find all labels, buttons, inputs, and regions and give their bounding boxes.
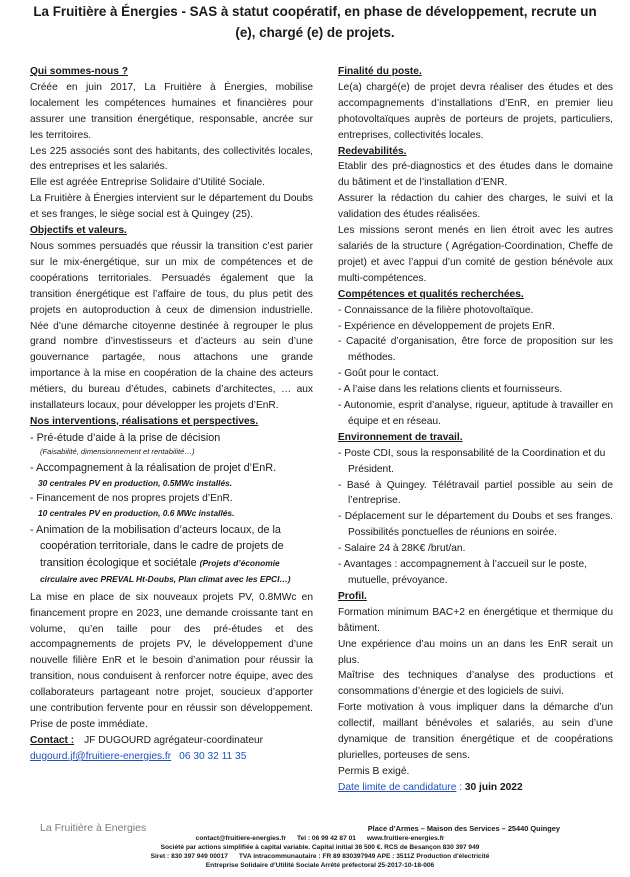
- deadline-label: Date limite de candidature: [338, 781, 457, 793]
- who-heading: Qui sommes-nous ?: [30, 66, 128, 77]
- values-heading: Objectifs et valeurs.: [30, 225, 127, 237]
- intervention-item-1-detail: (Faisabilité, dimensionnement et rentabilité…): [40, 447, 195, 457]
- footer-address: Place d’Armes – Maison des Services – 25440 Quingey: [367, 824, 560, 833]
- deadline-value: 30 juin 2022: [464, 781, 523, 793]
- contact-details: [30, 749, 313, 765]
- contact-email-link[interactable]: dugourd.jf@fruitiere-energies.fr: [30, 750, 172, 762]
- intervention-item-4-detail: (Projets d’économie circulaire avec PREVAL Ht-Doubs, Plan climat avec les EPCI…): [40, 557, 291, 585]
- skill-item: - Connaissance de la filière photovoltaïque.: [338, 304, 534, 316]
- values-paragraph: Nous sommes persuadés que réussir la transition c’est parier sur le mix-énergétique, sur un mix de compétences et de coopérations territoriales. Persuadés également que la transition énergétique est l’affaire de tous, du plus petit des projets en autoproduction à ceux de dimension industrielle. Née d’une démarche citoyenne destinée à regrouper le plus grand nombre d’investisseurs et d’acteurs au sein d’une gouvernance partagée, nous attachons une grande importance à la mise en coopération de la chaine des acteurs métiers, du bureau d’études, cabinets d’architectes, … aux installateurs locaux, pour développer les projets d’EnR.: [30, 240, 313, 412]
- profile-paragraph-3: Maîtrise des techniques d’analyse des productions et consommations d’énergie et des logiciels de suivi.: [338, 670, 613, 698]
- footer-siret-line: Siret : 830 397 949 00017 TVA intracommunautaire : FR 89 830397949 APE : 3511Z Production d'électricité: [150, 853, 490, 860]
- who-paragraph-1: Créée en juin 2017, La Fruitière à Énergies, mobilise localement les compétences humaines et financières pour assurer une transition énergétique, responsable, ancrée sur les territoires.: [30, 81, 313, 141]
- work-environment-heading: Environnement de travail.: [338, 431, 463, 443]
- page-title: [20, 1, 610, 43]
- skill-item: - Autonomie, esprit d’analyse, rigueur, aptitude à travailler en équipe et en réseau.: [338, 400, 613, 427]
- intervention-item-2: - Accompagnement à la réalisation de projet d’EnR.: [30, 462, 277, 475]
- accountabilities-paragraph-1: Etablir des pré-diagnostics et des études dans le domaine du bâtiment et de l’installation d’ENR.: [338, 161, 613, 189]
- contact-phone: 06 30 32 11 35: [179, 750, 247, 762]
- deadline-separator: :: [456, 781, 465, 793]
- contact-label: Contact :: [30, 734, 75, 746]
- interventions-paragraph: La mise en place de six nouveaux projets PV, 0.8MWc en financement propre en 2023, une demande croissante tant en volume, qu’en taille pour des pré-études et des accompagnements de projets PV, le développement d’une nouvelle filière EnR et le besoin d’animation pour réussir la transition, nous conduisent à renforcer notre équipe, avec des collaborateurs partageant notre projet, soucieux d’apporter une contribution fervente pour en réussir son développement. Prise de poste immédiate.: [30, 591, 313, 730]
- footer-company-name: La Fruitière à Energies: [40, 822, 147, 834]
- accountabilities-heading: Redevabilités.: [338, 145, 407, 157]
- who-paragraph-2: Les 225 associés sont des habitants, des collectivités locales, des entreprises et les salariés.: [30, 145, 313, 173]
- profile-paragraph-5: Permis B exigé.: [338, 765, 410, 777]
- title-line-2: (e), chargé (e) de projets.: [235, 25, 395, 40]
- skills-heading: Compétences et qualités recherchées.: [338, 288, 524, 300]
- finality-heading: Finalité du poste.: [338, 66, 422, 77]
- deadline-line: [338, 780, 613, 796]
- who-paragraph-3: Elle est agréée Entreprise Solidaire d’Utilité Sociale.: [30, 177, 265, 189]
- skill-item: - Capacité d’organisation, être force de proposition sur les méthodes.: [338, 336, 613, 364]
- right-column: [338, 64, 613, 796]
- interventions-heading: Nos interventions, réalisations et perspectives.: [30, 415, 259, 427]
- intervention-item-1: - Pré-étude d’aide à la prise de décision: [30, 431, 221, 444]
- intervention-item-4: [30, 522, 313, 588]
- intervention-item-4-text: - Animation de la mobilisation d’acteurs locaux, de la coopération territoriale, dans le cadre de projets de transition écologique et sociétale: [30, 523, 284, 569]
- skill-item: - Expérience en développement de projets EnR.: [338, 320, 555, 332]
- skill-item: - Goût pour le contact.: [338, 368, 439, 380]
- environment-item: - Poste CDI, sous la responsabilité de la Coordination et du Président.: [338, 447, 606, 475]
- finality-paragraph: Le(a) chargé(e) de projet devra réaliser des études et des accompagnements d’installations d’EnR, en premier lieu photovoltaïques auprès de porteurs de projets, particuliers, entreprises, collectivités locales.: [338, 81, 613, 141]
- contact-name: JF DUGOURD agrégateur-coordinateur: [84, 734, 264, 746]
- profile-paragraph-4: Forte motivation à vous impliquer dans la démarche d’un collectif, maillant bénévoles et salariés, au sein d’une dynamique de transition énergétique et de coopérations plurielles, porteuses de sens.: [338, 702, 613, 761]
- environment-item: - Déplacement sur le département du Doubs et ses franges. Possibilités ponctuelles de réunions en soirée.: [338, 511, 613, 539]
- intervention-item-3-detail: 10 centrales PV en production, 0.6 MWc installés.: [38, 508, 235, 519]
- who-paragraph-4: La Fruitière à Énergies intervient sur le département du Doubs et ses franges, le siège social est à Quingey (25).: [30, 193, 313, 221]
- environment-item: - Avantages : accompagnement à l’accueil sur le poste, mutuelle, prévoyance.: [338, 559, 587, 586]
- accountabilities-paragraph-2: Assurer la rédaction du cahier des charges, le suivi et la validation des études réalisées.: [338, 193, 613, 221]
- profile-paragraph-1: Formation minimum BAC+2 en énergétique et thermique du bâtiment.: [338, 606, 613, 634]
- profile-heading: Profil.: [338, 590, 367, 602]
- footer-esus-line: Entreprise Solidaire d’Utilité Sociale Arrêté préfectoral 25-2017-10-18-006: [205, 862, 435, 869]
- accountabilities-paragraph-3: Les missions seront menés en lien étroit avec les autres salariés de la structure ( Agrégation-Coordination, Cheffe de projet) et avec l’appui d’un comité de gestion bénévole aux multi-compétences.: [338, 225, 613, 284]
- contact-line: [30, 733, 313, 749]
- environment-item: - Basé à Quingey. Télétravail partiel possible au sein de l’entreprise.: [338, 479, 613, 507]
- footer-top-row: [40, 822, 600, 834]
- intervention-item-3: - Financement de nos propres projets d’EnR.: [30, 493, 233, 505]
- profile-paragraph-2: Une expérience d’au moins un an dans les EnR serait un plus.: [338, 638, 613, 666]
- intervention-item-2-detail: 30 centrales PV en production, 0.5MWc installés.: [38, 477, 233, 488]
- left-column: [30, 64, 313, 765]
- footer-contact-line: contact@fruitiere-energies.fr Tel : 06 99 42 87 01 www.fruitiere-energies.fr: [195, 835, 445, 842]
- page-footer: [40, 822, 600, 870]
- title-line-1: La Fruitière à Énergies - SAS à statut coopératif, en phase de développement, recrute un: [33, 4, 597, 19]
- skill-item: - A l’aise dans les relations clients et fournisseurs.: [338, 384, 563, 396]
- environment-item: - Salaire 24 à 28K€ /brut/an.: [338, 543, 466, 555]
- footer-legal-line: Société par actions simplifiée à capital variable. Capital initial 36 500 €. RCS de Besançon 830 397 949: [160, 844, 480, 851]
